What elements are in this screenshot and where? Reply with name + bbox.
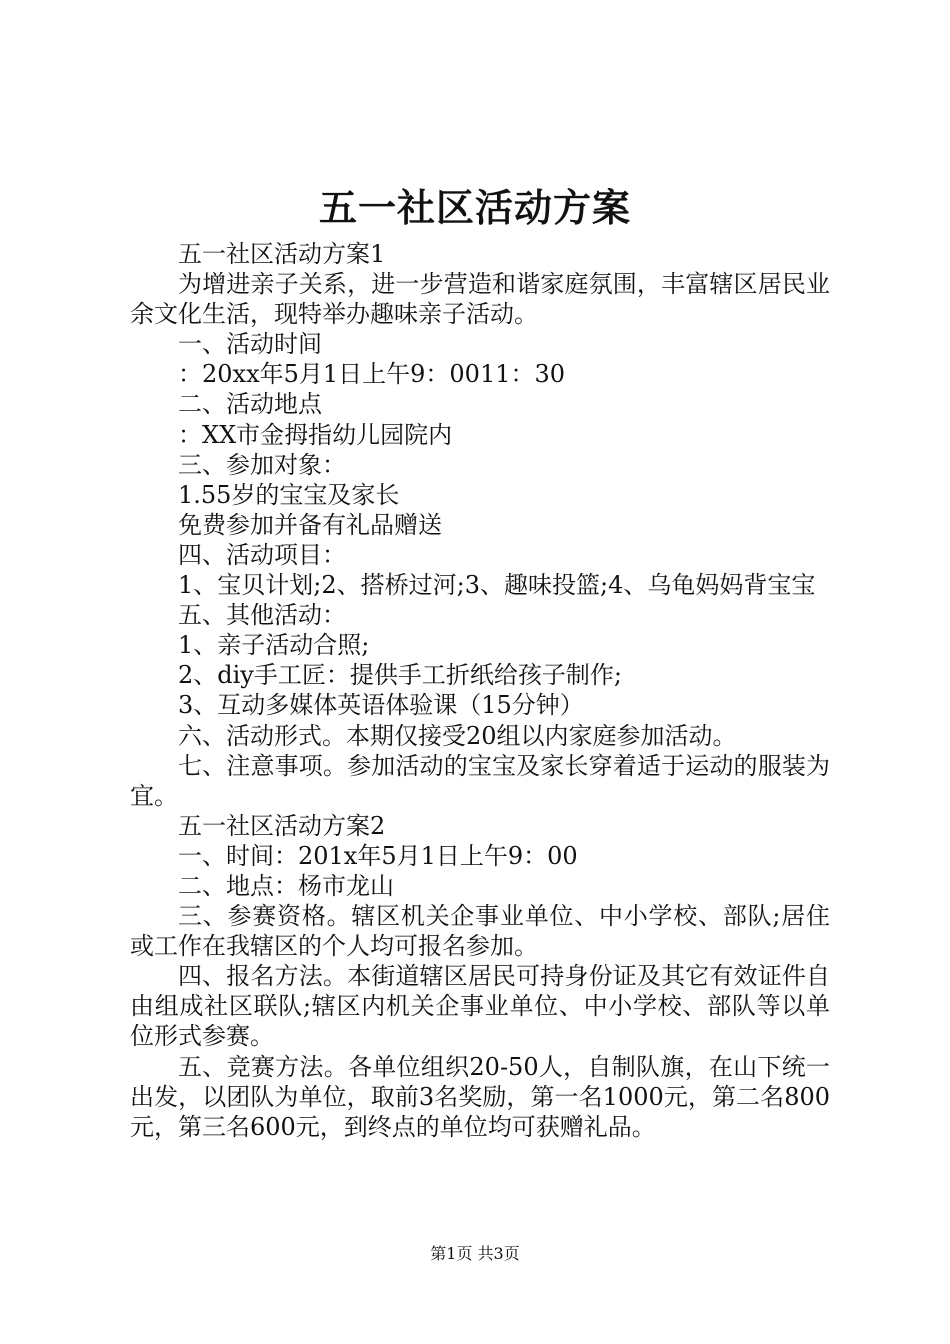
- paragraph-format: 六、活动形式。本期仅接受20组以内家庭参加活动。: [178, 721, 737, 750]
- paragraph-participants-value: 1.55岁的宝宝及家长: [178, 480, 400, 509]
- paragraph-plan2-place: 二、地点：杨市龙山: [178, 871, 394, 900]
- paragraph-other-1: 1、亲子活动合照;: [178, 631, 370, 660]
- paragraph-plan2-eligibility: 三、参赛资格。辖区机关企事业单位、中小学校、部队;居住或工作在我辖区的个人均可报名参加。: [130, 902, 830, 961]
- paragraph-participants-heading: 三、参加对象：: [178, 450, 346, 479]
- paragraph-plan2-competition: 五、竞赛方法。各单位组织20-50人，自制队旗，在山下统一出发，以团队为单位，取前3名奖励，第一名1000元，第二名800元，第三名600元，到终点的单位均可获赠礼品。: [130, 1052, 830, 1141]
- document-title: 五一社区活动方案: [318, 185, 631, 230]
- paragraph-items-heading: 四、活动项目：: [178, 540, 346, 569]
- paragraph-plan2-heading: 五一社区活动方案2: [178, 811, 386, 840]
- paragraph-free-gift: 免费参加并备有礼品赠送: [178, 510, 442, 539]
- page-footer: 第1页 共3页: [430, 1244, 520, 1263]
- paragraph-plan1-heading: 五一社区活动方案1: [178, 240, 386, 268]
- paragraph-plan2-time: 一、时间：201x年5月1日上午9：00: [178, 841, 578, 870]
- paragraph-other-3: 3、互动多媒体英语体验课（15分钟）: [178, 691, 584, 720]
- paragraph-other-2: 2、diy手工匠：提供手工折纸给孩子制作;: [178, 661, 622, 690]
- paragraph-items-list: 1、宝贝计划;2、搭桥过河;3、趣味投篮;4、乌龟妈妈背宝宝: [178, 571, 816, 600]
- paragraph-place-value: ：XX市金拇指幼儿园院内: [178, 420, 453, 449]
- paragraph-plan2-registration: 四、报名方法。本街道辖区居民可持身份证及其它有效证件自由组成社区联队;辖区内机关企事业单位、中小学校、部队等以单位形式参赛。: [130, 962, 830, 1051]
- document-body: [130, 239, 830, 1142]
- paragraph-place-heading: 二、活动地点: [178, 390, 322, 419]
- paragraph-other-heading: 五、其他活动：: [178, 601, 346, 630]
- paragraph-time-value: ：20xx年5月1日上午9：0011：30: [178, 360, 566, 389]
- paragraph-notes: 七、注意事项。参加活动的宝宝及家长穿着适于运动的服装为宜。: [130, 751, 830, 810]
- paragraph-purpose: 为增进亲子关系，进一步营造和谐家庭氛围，丰富辖区居民业余文化生活，现特举办趣味亲子活动。: [130, 270, 830, 329]
- paragraph-time-heading: 一、活动时间: [178, 330, 322, 359]
